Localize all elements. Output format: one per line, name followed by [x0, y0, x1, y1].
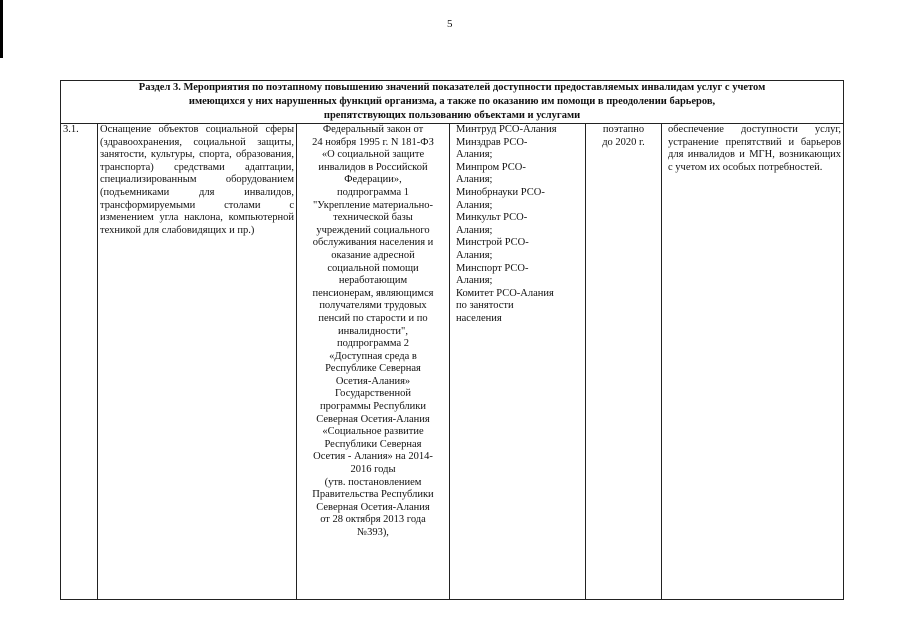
responsible-line: Алания; — [456, 149, 493, 161]
section-title-line: имеющихся у них нарушенных функций организма, а также по оказанию им помощи в преодолении барьеров, — [188, 96, 716, 107]
legal-basis-line: подпрограмма 2 — [337, 338, 409, 350]
legal-basis-line: учреждений социального — [316, 224, 430, 236]
legal-basis-line: Государственной — [335, 388, 411, 400]
measures-table — [60, 80, 844, 600]
measure-cell: Оснащение объектов социальной сферы (здравоохранения, социальной защиты, занятости, культуры, спорта, образования, транспорта) средствами адаптации, специализированным оборудованием (подъемниками для инвалидов, трансформируемыми столами с изменением угла наклона, компьютерной техникой для слабовидящих и пр.) — [98, 124, 297, 600]
legal-basis-line: Осетия-Алания» — [335, 375, 411, 387]
responsible-line: Алания; — [456, 275, 493, 287]
deadline-line: поэтапно — [602, 124, 645, 135]
legal-basis-line: Федерации», — [344, 174, 402, 186]
responsible-line: по занятости — [456, 300, 514, 312]
legal-basis-line: подпрограмма 1 — [337, 186, 409, 198]
responsible-line: Алания; — [456, 174, 493, 186]
responsible-line: Минспорт РСО- — [456, 262, 529, 274]
legal-basis-line: 24 ноября 1995 г. N 181-ФЗ — [312, 136, 434, 148]
legal-basis-line: Республике Северная — [325, 363, 421, 375]
legal-basis-line: от 28 октября 2013 года — [320, 514, 426, 526]
legal-basis-line: Федеральный закон от — [322, 124, 424, 135]
legal-basis-line: технической базы — [333, 212, 413, 224]
deadline-cell — [586, 124, 662, 600]
legal-basis-line: "Укрепление материально- — [312, 199, 434, 211]
legal-basis-line: «Социальное развитие — [322, 426, 424, 438]
legal-basis-line: Правительства Республики — [312, 489, 434, 501]
responsible-cell — [450, 124, 586, 600]
legal-basis-line: инвалидности", — [338, 325, 408, 337]
section-title-line: Раздел 3. Мероприятия по поэтапному повышению значений показателей доступности предоставляемых инвалидам услуг с учетом — [138, 82, 766, 93]
legal-basis-line: социальной помощи — [327, 262, 419, 274]
expected-result-cell: обеспечение доступности услуг, устранение препятствий и барьеров для инвалидов и МГН, возникающих с учетом их особых потребностей. — [662, 124, 844, 600]
legal-basis-line: пенсий по старости и по — [318, 312, 428, 324]
responsible-line: Алания; — [456, 199, 493, 211]
legal-basis-line: инвалидов в Российской — [318, 161, 428, 173]
responsible-line: Минздрав РСО- — [456, 136, 528, 148]
section-title — [61, 81, 844, 124]
responsible-line: населения — [456, 312, 502, 324]
legal-basis-line: неработающим — [338, 275, 408, 287]
legal-basis-line: «Доступная среда в — [329, 350, 417, 362]
scan-edge-mark — [0, 0, 3, 58]
legal-basis-line: обслуживания населения и — [312, 237, 434, 249]
deadline-line: до 2020 г. — [602, 136, 645, 148]
responsible-line: Минкульт РСО- — [456, 212, 528, 224]
responsible-line: Алания; — [456, 249, 493, 261]
legal-basis-line: (утв. постановлением — [324, 476, 422, 488]
legal-basis-line: пенсионерам, являющимся — [312, 287, 434, 299]
section-title-line: препятствующих пользованию объектами и услугами — [323, 110, 581, 121]
responsible-line: Минстрой РСО- — [456, 237, 529, 249]
legal-basis-line: №393), — [357, 527, 389, 538]
legal-basis-line: программы Республики — [320, 401, 426, 413]
legal-basis-cell — [297, 124, 450, 600]
responsible-line: Минобрнауки РСО- — [456, 186, 545, 198]
legal-basis-line: 2016 годы — [350, 464, 396, 476]
legal-basis-line: «О социальной защите — [321, 149, 425, 161]
legal-basis-line: Северная Осетия-Алания — [316, 501, 430, 513]
row-number: 3.1. — [61, 124, 98, 600]
responsible-line: Минпром РСО- — [456, 161, 526, 173]
legal-basis-line: получателями трудовых — [319, 300, 427, 312]
section-header-row — [61, 81, 844, 124]
legal-basis-line: Республики Северная — [324, 438, 422, 450]
responsible-line: Комитет РСО-Алания — [456, 287, 554, 299]
legal-basis-line: оказание адресной — [331, 249, 415, 261]
legal-basis-line: Северная Осетия-Алания — [316, 413, 430, 425]
table-row — [61, 124, 844, 600]
responsible-line: Минтруд РСО-Алания — [456, 124, 557, 135]
legal-basis-line: Осетия - Алания» на 2014- — [313, 451, 433, 463]
page-number: 5 — [447, 18, 453, 30]
responsible-line: Алания; — [456, 224, 493, 236]
